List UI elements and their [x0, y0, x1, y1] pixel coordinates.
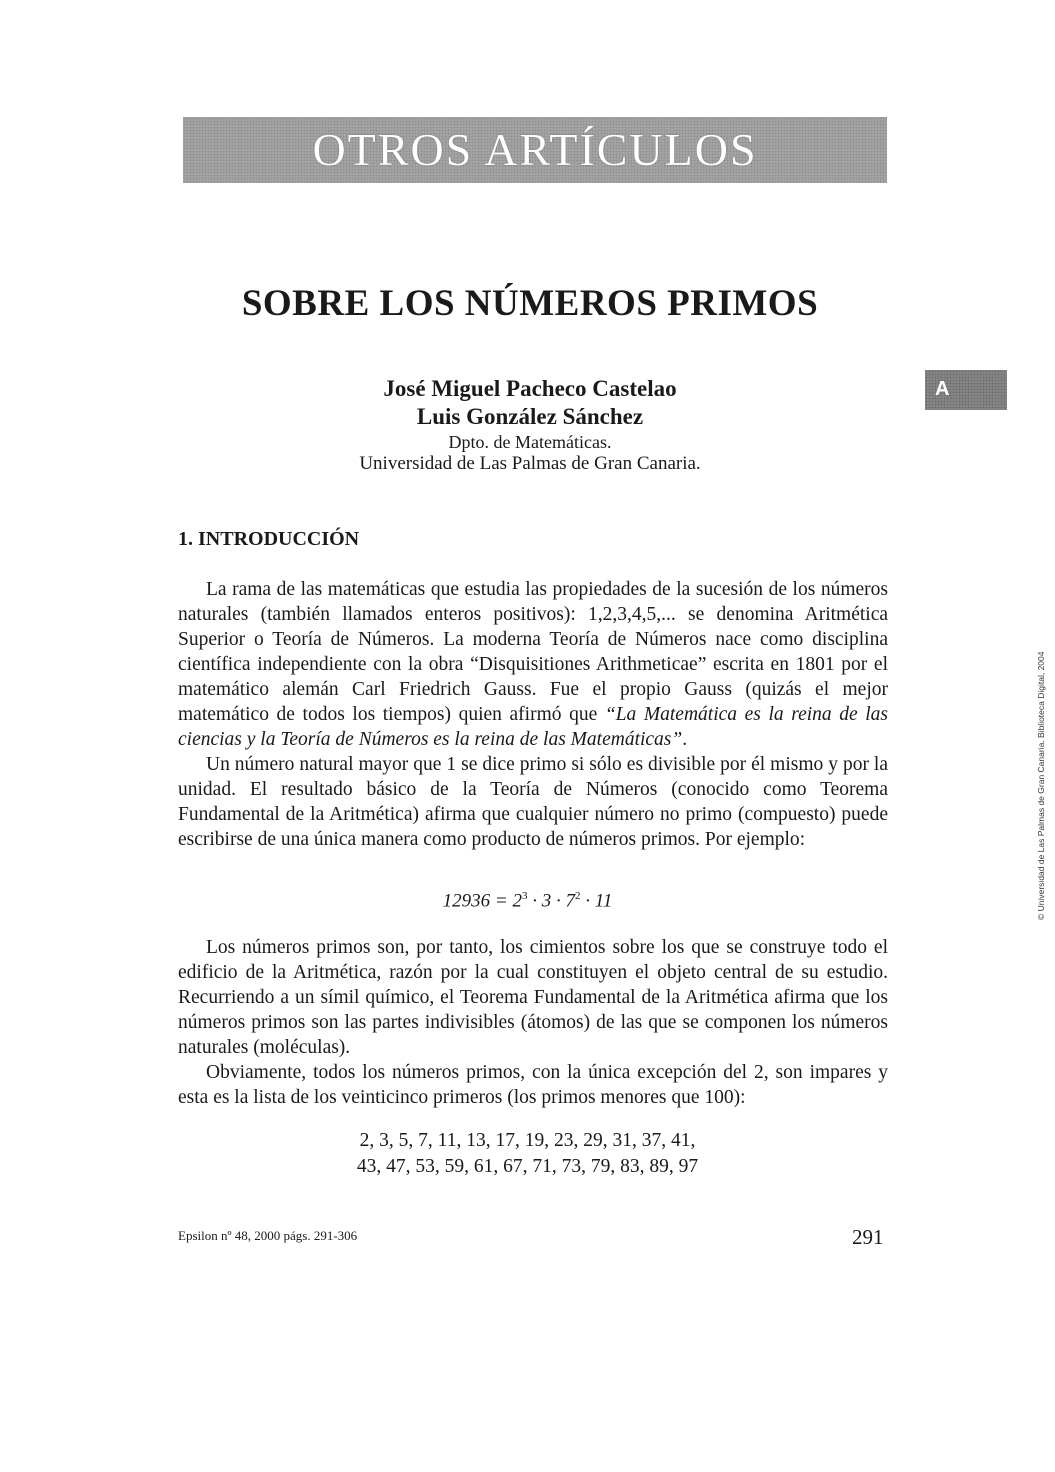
formula-exp: 3	[521, 890, 528, 902]
side-tab-label: A	[935, 378, 950, 400]
rights-notice-text: © Universidad de Las Palmas de Gran Canaria. Biblioteca Digital, 2004	[1036, 651, 1046, 920]
department: Dpto. de Matemáticas.	[448, 432, 612, 452]
formula-exp: 2	[574, 890, 581, 902]
formula-lhs: 12936 = 2	[442, 890, 522, 912]
author-block	[0, 375, 1055, 475]
prime-list	[0, 1128, 1055, 1180]
paragraph-end: .	[682, 729, 688, 750]
section-heading: 1. INTRODUCCIÓN	[178, 528, 360, 550]
page-number: 291	[852, 1225, 884, 1249]
university: Universidad de Las Palmas de Gran Canaria.	[359, 453, 701, 474]
section-banner	[183, 117, 887, 183]
prime-list-line: 2, 3, 5, 7, 11, 13, 17, 19, 23, 29, 31, 37, 41,	[359, 1130, 696, 1151]
paragraph-text: La rama de las matemáticas que estudia las propiedades de la sucesión de los números naturales (también llamados enteros positivos): 1,2,3,4,5,... se denomina Aritmética Superior o Teoría de Números. La moderna Teoría de Números nace como disciplina científica independiente con la obra “Disquisitiones Arithmeticae” escrita en 1801 por el matemático alemán Carl Friedrich Gauss. Fue el propio Gauss (quizás el mejor matemático de todos los tiempos) quien afirmó que	[178, 579, 888, 725]
article-title: SOBRE LOS NÚMEROS PRIMOS	[241, 283, 819, 324]
rights-notice	[1036, 600, 1048, 920]
paragraph-foundations: Los números primos son, por tanto, los cimientos sobre los que se construye todo el edificio de la Aritmética, razón por la cual constituyen el objeto central de su estudio. Recurriendo a un símil químico, el Teorema Fundamental de la Aritmética afirma que los números primos son las partes indivisibles (átomos) de las que se componen los números naturales (moléculas).	[178, 937, 888, 1058]
factorization-formula	[0, 890, 1055, 912]
banner-label: OTROS ARTÍCULOS	[312, 124, 758, 175]
paragraph-intro	[178, 577, 888, 752]
author-name: Luis González Sánchez	[416, 404, 644, 429]
paragraph-prime-definition: Un número natural mayor que 1 se dice primo si sólo es divisible por él mismo y por la unidad. El resultado básico de la Teoría de Números (conocido como Teorema Fundamental de la Aritmética) afirma que cualquier número no primo (compuesto) puede escribirse de una única manera como producto de números primos. Por ejemplo:	[178, 754, 888, 850]
prime-list-line: 43, 47, 53, 59, 61, 67, 71, 73, 79, 83, 89, 97	[356, 1156, 699, 1177]
author-name: José Miguel Pacheco Castelao	[383, 376, 677, 401]
gauss-quote: “La Matemática es la reina de las ciencias y la Teoría de Números es la reina de las Matemáticas”	[178, 704, 889, 750]
formula-mid: · 3 · 7	[527, 890, 575, 912]
paragraph-odd-primes: Obviamente, todos los números primos, con la única excepción del 2, son impares y esta es la lista de los veinticinco primeros (los primos menores que 100):	[178, 1062, 888, 1108]
footer-citation: Epsilon nº 48, 2000 págs. 291-306	[178, 1228, 358, 1243]
formula-rhs: · 11	[580, 890, 613, 912]
